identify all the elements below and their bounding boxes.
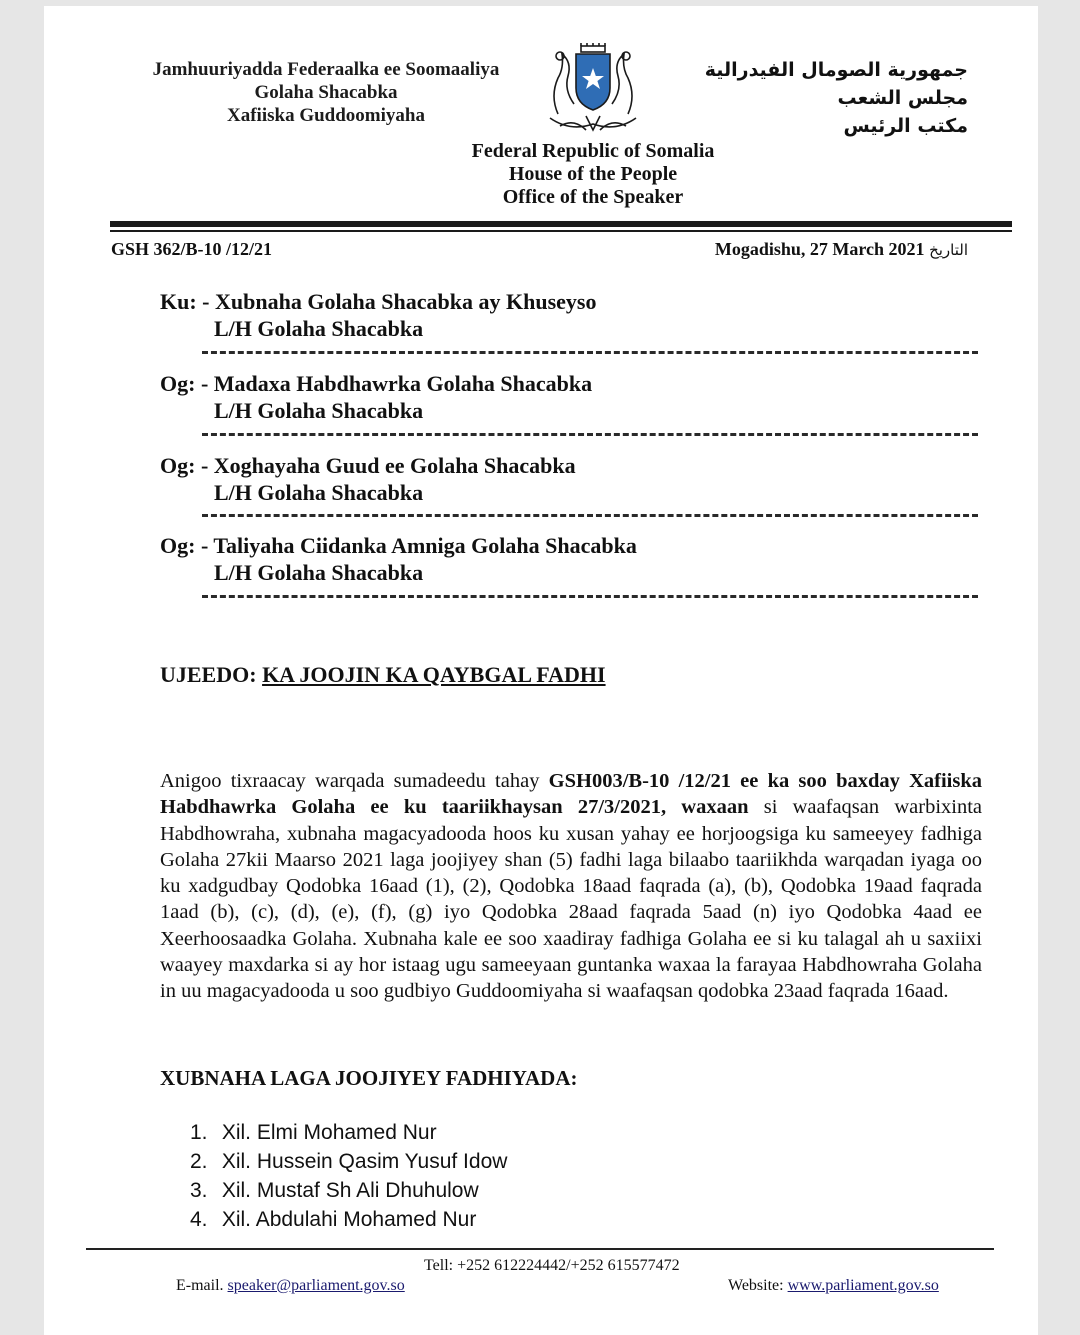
list-number: 3.	[190, 1179, 208, 1202]
list-number: 1.	[190, 1121, 208, 1144]
member-name: Xil. Hussein Qasim Yusuf Idow	[221, 1150, 508, 1173]
english-house-name: House of the People	[508, 163, 678, 185]
arabic-letterhead	[705, 56, 968, 140]
suspended-members-list	[190, 1118, 507, 1234]
recipient-block	[160, 288, 596, 342]
recipient-name: Xubnaha Golaha Shacabka ay Khuseyso	[215, 289, 597, 314]
dashed-separator	[202, 514, 978, 517]
header-divider-thin	[110, 230, 1012, 232]
body-text-intro: Anigoo tixraacay warqada sumadeedu tahay	[160, 770, 549, 792]
recipient-name: Xoghayaha Guud ee Golaha Shacabka	[213, 453, 576, 478]
date-arabic-label: التاريخ	[929, 241, 968, 259]
english-country-name: Federal Republic of Somalia	[471, 140, 715, 162]
recipient-prefix: Og: -	[160, 371, 209, 396]
member-name: Xil. Elmi Mohamed Nur	[221, 1121, 437, 1144]
members-heading: XUBNAHA LAGA JOOJIYEY FADHIYADA:	[160, 1066, 578, 1090]
dashed-separator	[202, 595, 978, 598]
recipient-name: Madaxa Habdhawrka Golaha Shacabka	[213, 371, 593, 396]
dashed-separator	[202, 433, 978, 436]
list-item	[190, 1176, 507, 1205]
subject-text: KA JOOJIN KA QAYBGAL FADHI	[262, 662, 606, 687]
english-office-name: Office of the Speaker	[502, 186, 684, 208]
footer-website	[728, 1277, 939, 1295]
recipient-block	[160, 452, 576, 506]
list-number: 2.	[190, 1150, 208, 1173]
list-item	[190, 1118, 507, 1147]
somali-letterhead	[116, 58, 536, 127]
arabic-country-name: جمهورية الصومال الفيدرالية	[704, 59, 968, 81]
list-item	[190, 1205, 507, 1234]
body-text-bold: GSH003/B-10 /12/21 ee ka soo baxday Xafiiska Habdhawrka Golaha ee ku taariikhaysan 27/3/2021, waxaan	[160, 770, 982, 819]
website-label: Website:	[728, 1277, 784, 1294]
header-divider	[110, 221, 1012, 227]
dashed-separator	[202, 351, 978, 354]
letter-page	[44, 6, 1038, 1335]
recipient-location: L/H Golaha Shacabka	[214, 398, 424, 423]
list-item	[190, 1147, 507, 1176]
somali-office-name: Xafiiska Guddoomiyaha	[227, 105, 425, 126]
body-text-main: si waafaqsan warbixinta Habdhowraha, xubnaha magacyadooda hoos ku xusan yahay ee horjoogsiga ku sameeyey fadhiga Golaha 27kii Maarso 2021 laga joojiyey shan (5) fadhi laga bilaabo taariikhda warqadan iyaga oo ku xadgudbay Qodobka 16aad (1), (2), Qodobka 18aad faqrada (a), (b), Qodobka 19aad faqrada 1aad (b), (c), (d), (e), (f), (g) iyo Qodobka 28aad faqrada 5aad (n) iyo Qodobka 4aad ee Xeerhoosaadka Golaha. Xubnaha kale ee soo xaadiray fadhiga Golaha ee si ku talagal ah u saxiixi waayey maxdarka si ay hor istaag ugu sameeyaan guntanka waxaa la farayaa Habdhowraha Golaha in uu magacyadooda u soo gudbiyo Guddoomiyaha si waafaqsan qodobka 23aad faqrada 16aad.	[160, 796, 983, 1003]
member-name: Xil. Mustaf Sh Ali Dhuhulow	[221, 1179, 479, 1202]
somalia-coat-of-arms-icon	[540, 42, 646, 138]
english-letterhead	[458, 140, 728, 209]
recipient-location: L/H Golaha Shacabka	[214, 560, 424, 585]
member-name: Xil. Abdulahi Mohamed Nur	[221, 1208, 477, 1231]
letter-date	[715, 239, 968, 260]
subject-label: UJEEDO:	[160, 662, 257, 687]
website-link[interactable]: www.parliament.gov.so	[787, 1277, 939, 1294]
recipient-name: Taliyaha Ciidanka Amniga Golaha Shacabka	[213, 533, 637, 558]
recipient-location: L/H Golaha Shacabka	[214, 480, 424, 505]
footer-divider	[86, 1248, 994, 1250]
arabic-office-name: مكتب الرئيس	[843, 115, 968, 137]
email-link[interactable]: speaker@parliament.gov.so	[227, 1277, 405, 1294]
recipient-location: L/H Golaha Shacabka	[214, 316, 424, 341]
footer-email	[176, 1277, 405, 1295]
reference-number: GSH 362/B-10 /12/21	[111, 239, 273, 259]
subject-line	[160, 662, 606, 688]
somali-country-name: Jamhuuriyadda Federaalka ee Soomaaliya	[152, 59, 500, 80]
recipient-prefix: Ku: -	[160, 289, 210, 314]
list-number: 4.	[190, 1208, 208, 1231]
arabic-house-name: مجلس الشعب	[837, 87, 968, 109]
body-paragraph	[160, 768, 982, 1005]
footer-telephone: Tell: +252 612224442/+252 615577472	[424, 1257, 680, 1274]
somali-house-name: Golaha Shacabka	[254, 82, 398, 103]
recipient-block	[160, 370, 592, 424]
recipient-prefix: Og: -	[160, 533, 209, 558]
recipient-block	[160, 532, 637, 586]
email-label: E-mail.	[176, 1277, 224, 1294]
date-text: Mogadishu, 27 March 2021	[714, 239, 925, 259]
recipient-prefix: Og: -	[160, 453, 209, 478]
